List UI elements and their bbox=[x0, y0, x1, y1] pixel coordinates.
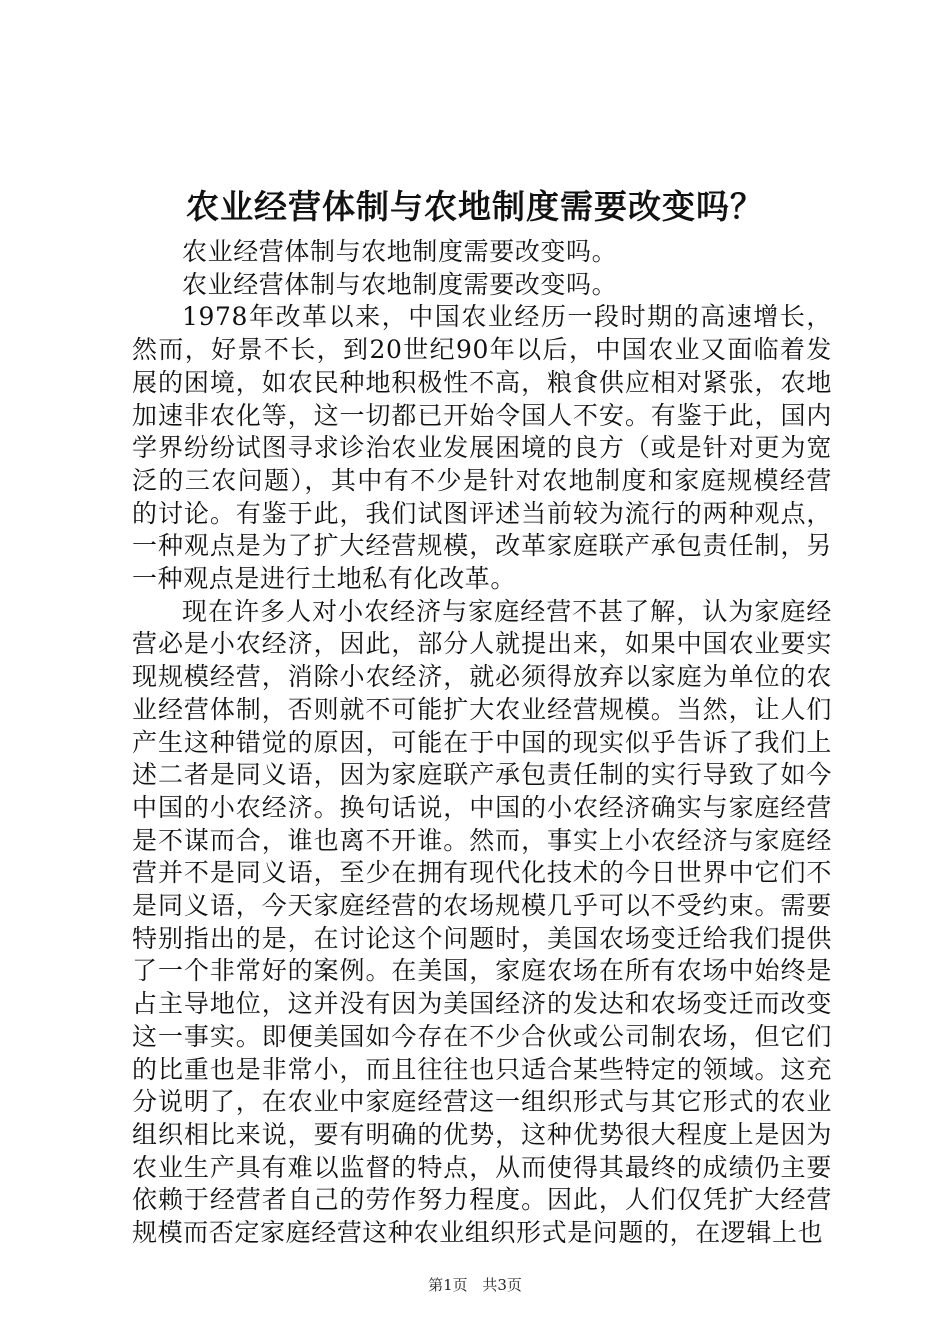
paragraph: 农业经营体制与农地制度需要改变吗。 bbox=[182, 269, 618, 299]
page-footer bbox=[0, 1275, 950, 1295]
page-total: 共3页 bbox=[482, 1276, 522, 1294]
paragraph: 1978年改革以来，中国农业经历一段时期的高速增长，然而，好景不长，到20世纪90年以后，中国农业又面临着发展的困境，如农民种地积极性不高，粮食供应相对紧张，农地加速非农化等，这一切都已开始令国人不安。有鉴于此，国内学界纷纷试图寻求诊治农业发展困境的良方（或是针对更为宽泛的三农问题），其中有不少是针对农地制度和家庭规模经营的讨论。有鉴于此，我们试图评述当前较为流行的两种观点，一种观点是为了扩大经营规模，改革家庭联产承包责任制，另一种观点是进行土地私有化改革。 bbox=[132, 302, 832, 594]
paragraph: 农业经营体制与农地制度需要改变吗。 bbox=[182, 237, 618, 266]
paragraph: 现在许多人对小农经济与家庭经营不甚了解，认为家庭经营必是小农经济，因此，部分人就提出来，如果中国农业要实现规模经营，消除小农经济，就必须得放弃以家庭为单位的农业经营体制，否则就不可能扩大农业经营规模。当然，让人们产生这种错觉的原因，可能在于中国的现实似乎告诉了我们上述二者是同义语，因为家庭联产承包责任制的实行导致了如今中国的小农经济。换句话说，中国的小农经济确实与家庭经营是不谋而合，谁也离不开谁。然而，事实上小农经济与家庭经营并不是同义语，至少在拥有现代化技术的今日世界中它们不是同义语，今天家庭经营的农场规模几乎可以不受约束。需要特别指出的是，在讨论这个问题时，美国农场变迁给我们提供了一个非常好的案例。在美国，家庭农场在所有农场中始终是占主导地位，这并没有因为美国经济的发达和农场变迁而改变这一事实。即便美国如今存在不少合伙或公司制农场，但它们的比重也是非常小，而且往往也只适合某些特定的领域。这充分说明了，在农业中家庭经营这一组织形式与其它形式的农业组织相比来说，要有明确的优势，这种优势很大程度上是因为农业生产具有难以监督的特点，从而使得其最终的成绩仍主要依赖于经营者自己的劳作努力程度。因此，人们仅凭扩大经营规模而否定家庭经营这种农业组织形式是问题的，在逻辑上也 bbox=[132, 596, 832, 1248]
document-title: 农业经营体制与农地制度需要改变吗？ bbox=[186, 187, 764, 226]
page-number: 第1页 bbox=[428, 1276, 468, 1294]
document-body bbox=[132, 236, 832, 1250]
